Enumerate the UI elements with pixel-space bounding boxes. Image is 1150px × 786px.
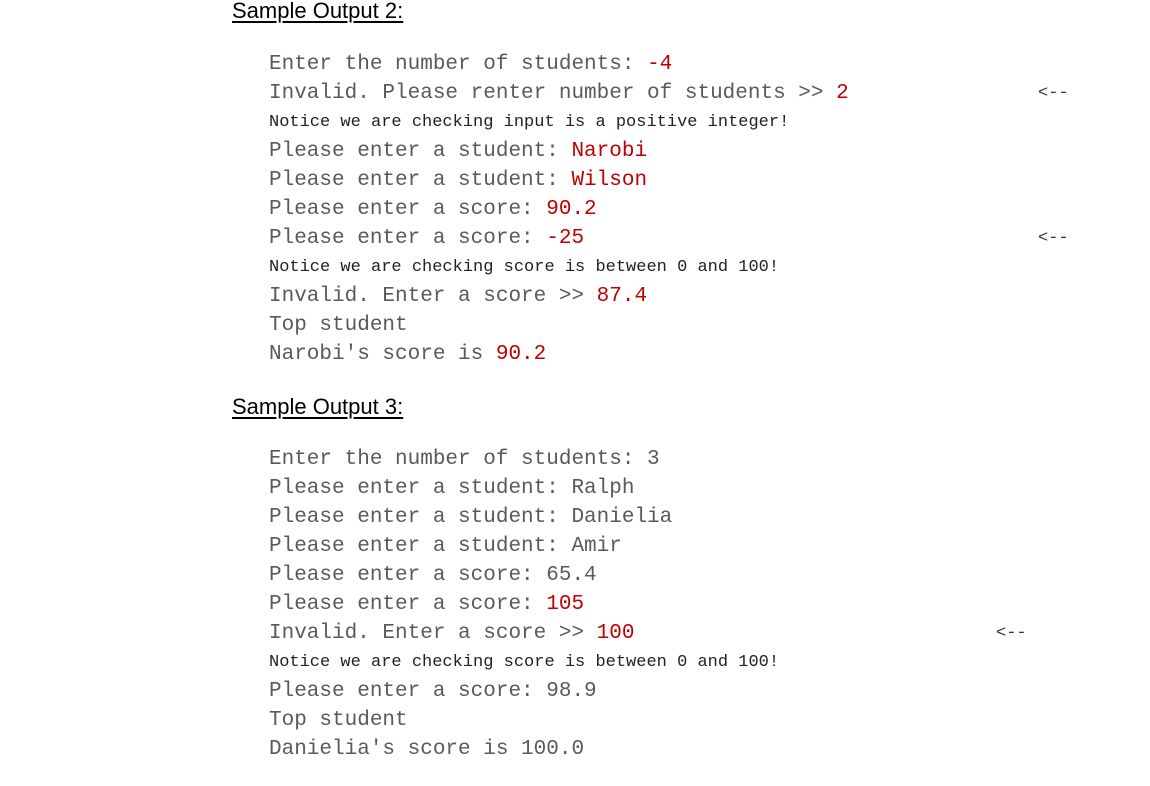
note-line xyxy=(269,108,1129,137)
console-output-block xyxy=(269,50,1129,369)
prompt-text: Top student xyxy=(269,314,408,337)
console-line xyxy=(269,735,1129,764)
prompt-text: Invalid. Please renter number of students >> xyxy=(269,82,837,105)
user-input-text: -25 xyxy=(546,227,585,250)
console-line xyxy=(269,590,1129,619)
prompt-text: Please enter a student: Ralph xyxy=(269,477,635,500)
section-heading-sample-output-3: Sample Output 3: xyxy=(232,394,404,419)
prompt-text: Please enter a student: xyxy=(269,169,572,192)
console-line xyxy=(269,474,1129,503)
user-input-text: 90.2 xyxy=(495,343,547,366)
note-text: Notice we are checking score is between 0 and 100! xyxy=(269,258,780,277)
console-line xyxy=(269,224,1129,253)
console-line xyxy=(269,282,1129,311)
prompt-text: Please enter a student: Danielia xyxy=(269,506,673,529)
note-text: Notice we are checking score is between 0 and 100! xyxy=(269,653,780,672)
user-input-text: Wilson xyxy=(571,169,648,192)
note-text: Notice we are checking input is a positive integer! xyxy=(269,113,790,132)
prompt-text: Enter the number of students: xyxy=(269,53,648,76)
prompt-text: Please enter a score: xyxy=(269,198,547,221)
console-line xyxy=(269,50,1129,79)
prompt-text: Please enter a score: xyxy=(269,593,547,616)
arrow-marker: <-- xyxy=(996,624,1027,643)
console-line xyxy=(269,706,1129,735)
section-heading-sample-output-2: Sample Output 2: xyxy=(232,0,404,23)
console-line xyxy=(269,532,1129,561)
arrow-marker: <-- xyxy=(1038,229,1069,248)
console-line xyxy=(269,619,1129,648)
prompt-text: Danielia's score is 100.0 xyxy=(269,738,585,761)
note-line xyxy=(269,253,1129,282)
console-line xyxy=(269,79,1129,108)
console-line xyxy=(269,340,1129,369)
prompt-text: Top student xyxy=(269,709,408,732)
prompt-text: Please enter a score: 98.9 xyxy=(269,680,597,703)
user-input-text: 105 xyxy=(546,593,585,616)
console-line xyxy=(269,561,1129,590)
console-line xyxy=(269,195,1129,224)
console-line xyxy=(269,445,1129,474)
console-line xyxy=(269,137,1129,166)
console-line xyxy=(269,166,1129,195)
user-input-text: -4 xyxy=(647,53,673,76)
user-input-text: 2 xyxy=(836,82,849,105)
prompt-text: Invalid. Enter a score >> xyxy=(269,285,597,308)
user-input-text: 100 xyxy=(596,622,635,645)
prompt-text: Narobi's score is xyxy=(269,343,496,366)
console-line xyxy=(269,677,1129,706)
console-output-block xyxy=(269,445,1129,764)
console-line xyxy=(269,311,1129,340)
note-line xyxy=(269,648,1129,677)
prompt-text: Invalid. Enter a score >> xyxy=(269,622,597,645)
prompt-text: Please enter a score: xyxy=(269,227,547,250)
prompt-text: Enter the number of students: 3 xyxy=(269,448,660,471)
prompt-text: Please enter a student: Amir xyxy=(269,535,622,558)
arrow-marker: <-- xyxy=(1038,84,1069,103)
console-line xyxy=(269,503,1129,532)
prompt-text: Please enter a student: xyxy=(269,140,572,163)
user-input-text: 90.2 xyxy=(546,198,597,221)
prompt-text: Please enter a score: 65.4 xyxy=(269,564,597,587)
user-input-text: Narobi xyxy=(571,140,648,163)
user-input-text: 87.4 xyxy=(596,285,648,308)
